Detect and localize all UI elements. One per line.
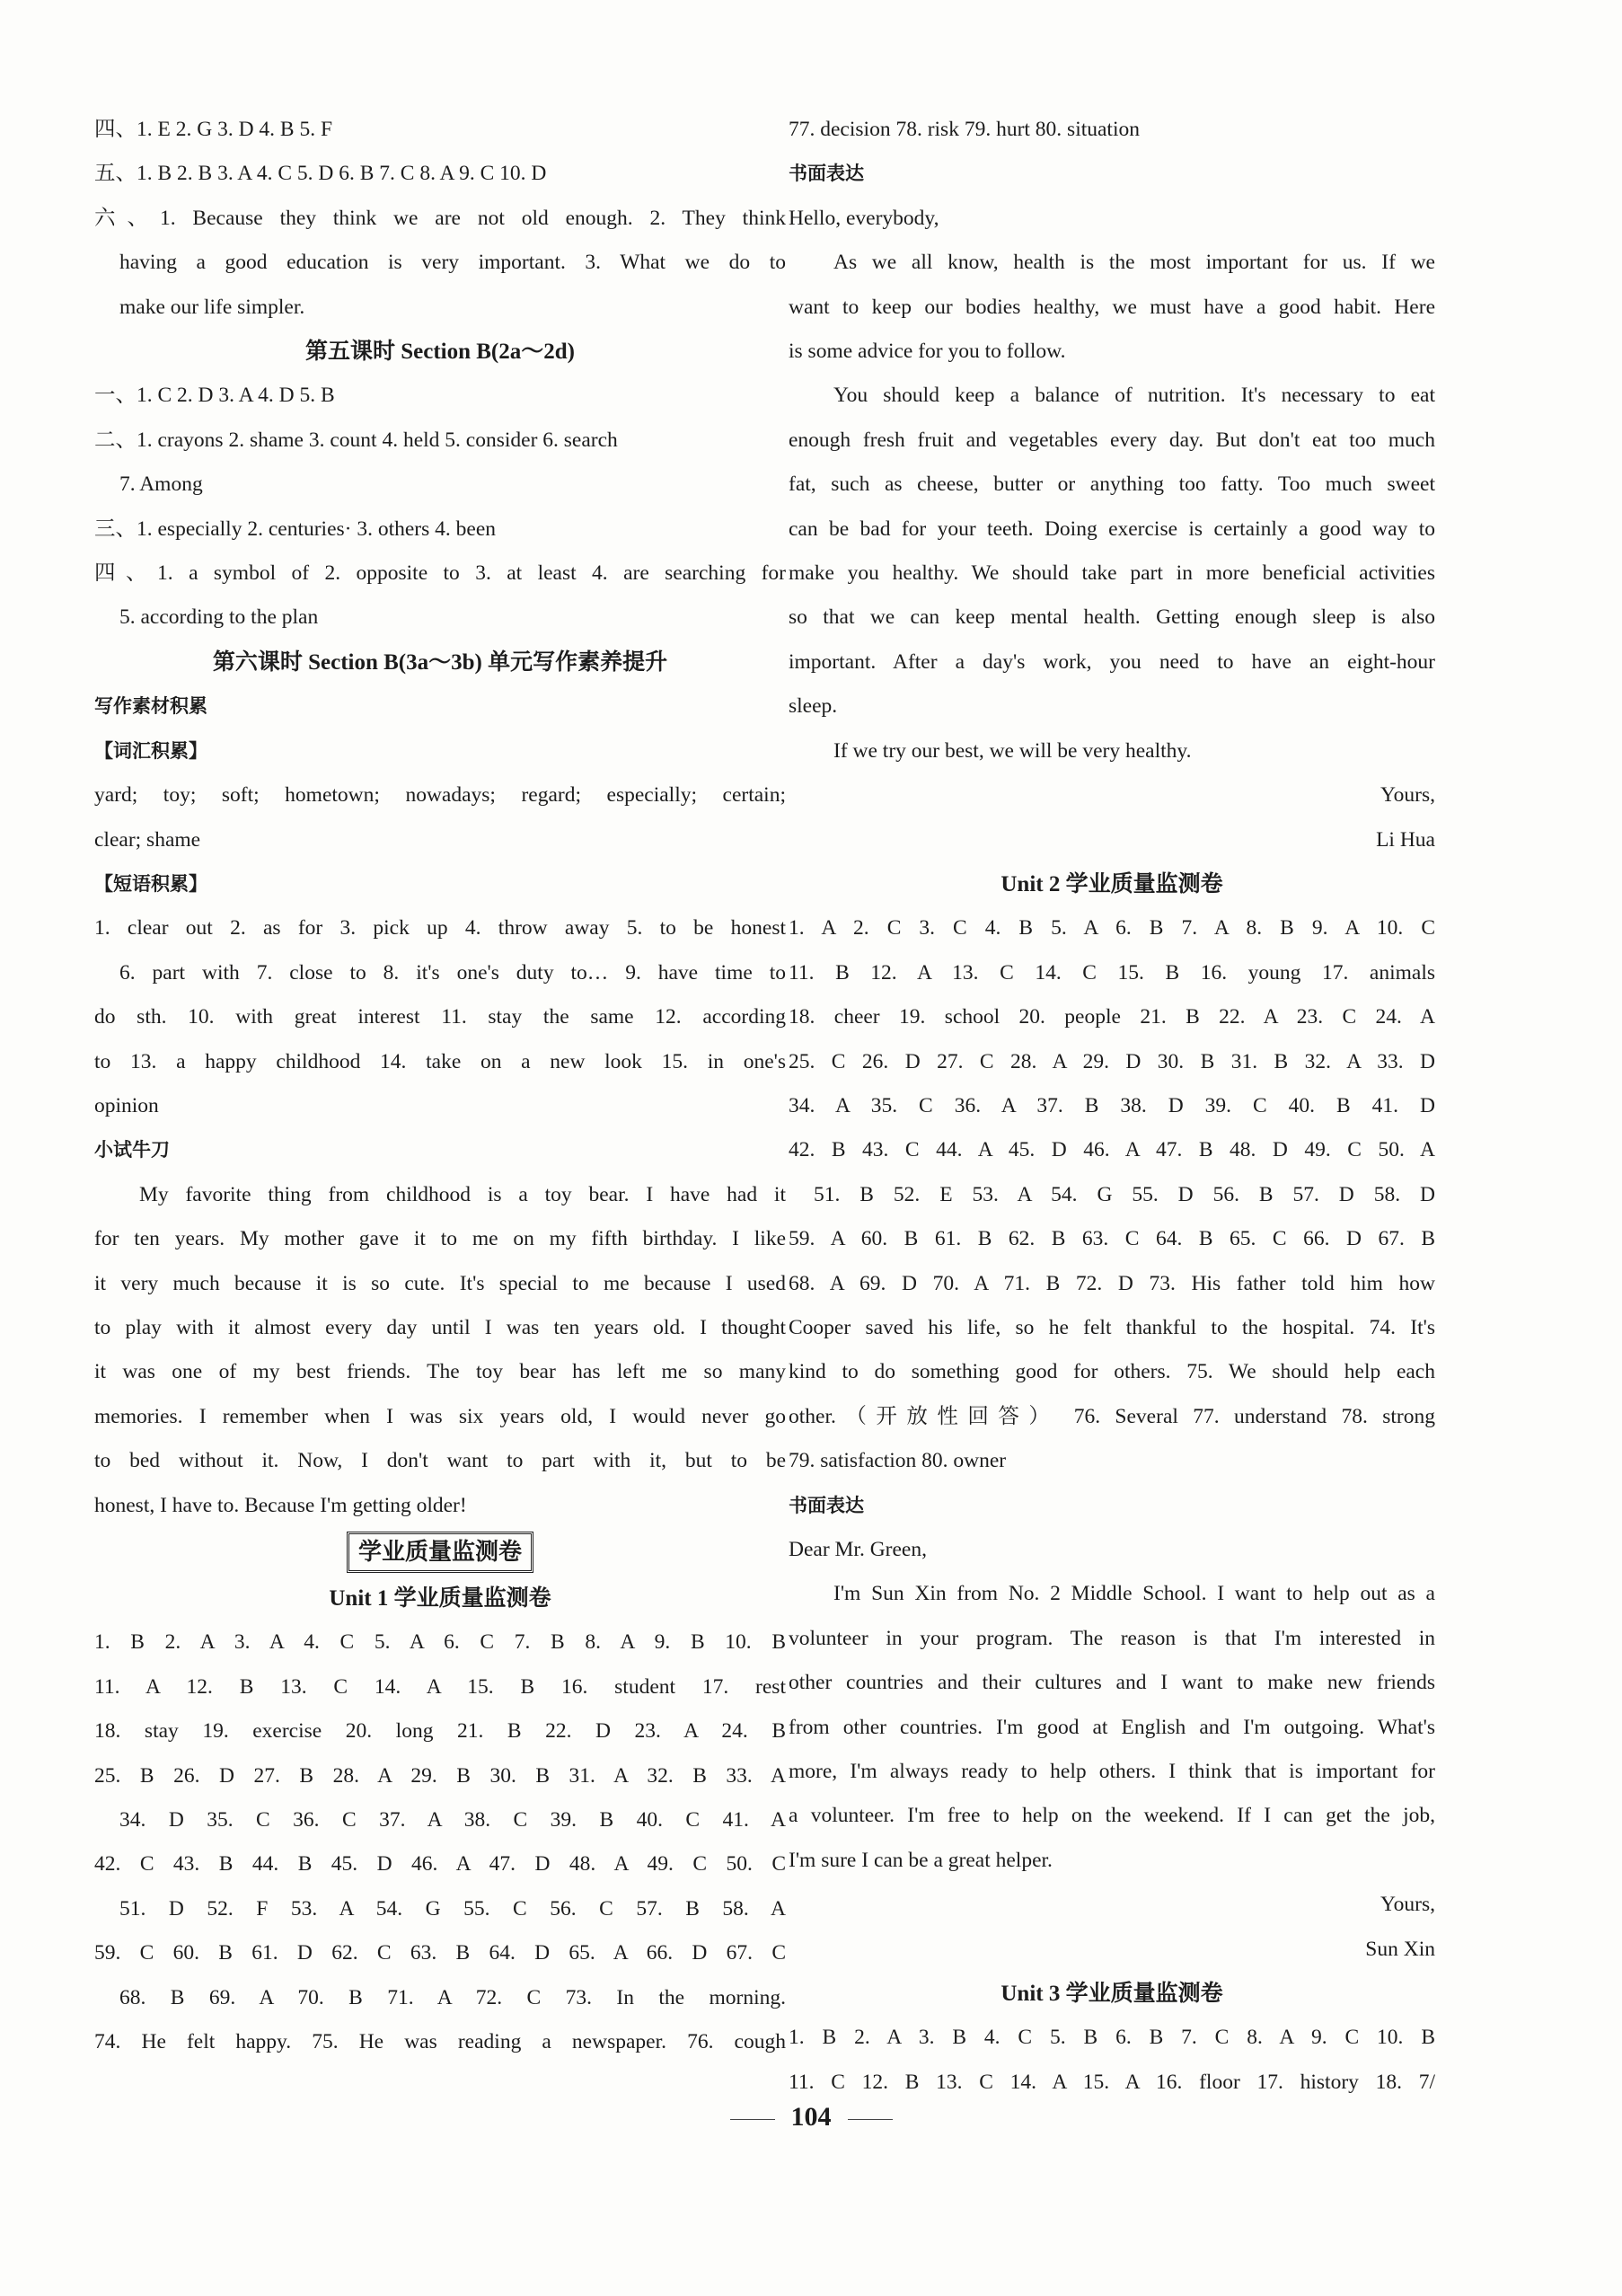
right-column bbox=[789, 108, 1435, 2105]
text-line: 59. C 60. B 61. D 62. C 63. B 64. D 65. A 66. D 67. C bbox=[94, 1941, 786, 1965]
text-line: 18. stay 19. exercise 20. long 21. B 22. D 23. A 24. B bbox=[94, 1719, 786, 1744]
text-line: important. After a day's work, you need to have an eight-hour bbox=[789, 649, 1435, 674]
text-line: 34. A 35. C 36. A 37. B 38. D 39. C 40. B 41. D bbox=[789, 1093, 1435, 1117]
text-line: Cooper saved his life, so he felt thankful to the hospital. 74. It's bbox=[789, 1315, 1435, 1339]
text-line: other countries and their cultures and I want to make new friends bbox=[789, 1671, 1435, 1695]
text-line: make our life simpler. bbox=[119, 295, 305, 319]
text-line: it was one of my best friends. The toy bear has left me so many bbox=[94, 1360, 786, 1384]
text-line: 11. B 12. A 13. C 14. C 15. B 16. young 17. animals bbox=[789, 960, 1435, 985]
signature-line: Li Hua bbox=[1376, 827, 1435, 852]
text-line: volunteer in your program. The reason is that I'm interested in bbox=[789, 1626, 1435, 1650]
text-line: If we try our best, we will be very healthy. bbox=[833, 738, 1192, 763]
text-line: 1. B 2. A 3. A 4. C 5. A 6. C 7. B 8. A 9. B 10. B bbox=[94, 1630, 786, 1655]
text-line: 11. C 12. B 13. C 14. A 15. A 16. floor 17. history 18. 7/ bbox=[789, 2070, 1435, 2094]
text-line: 三、1. especially 2. centuries· 3. others 4. been bbox=[94, 517, 497, 541]
text-line: I'm Sun Xin from No. 2 Middle School. I want to help out as a bbox=[833, 1582, 1435, 1606]
text-line: 5. according to the plan bbox=[119, 605, 319, 630]
page-number: 104 bbox=[0, 2102, 1622, 2133]
text-line: I'm sure I can be a great helper. bbox=[789, 1848, 1053, 1872]
text-line: You should keep a balance of nutrition. It's necessary to eat bbox=[833, 384, 1435, 408]
text-line: fat, such as cheese, butter or anything too fatty. Too much sweet bbox=[789, 472, 1435, 497]
left-column bbox=[94, 108, 786, 2064]
text-line: 1. B 2. A 3. B 4. C 5. B 6. B 7. C 8. A 9. C 10. B bbox=[789, 2026, 1435, 2050]
text-line: having a good education is very important. 3. What we do to bbox=[119, 251, 786, 275]
section-label: 书面表达 bbox=[789, 163, 864, 185]
text-line: 1. A 2. C 3. C 4. B 5. A 6. B 7. A 8. B 9. A 10. C bbox=[789, 916, 1435, 940]
boxed-title bbox=[94, 1528, 786, 1576]
section-label: 【短语积累】 bbox=[94, 872, 207, 895]
text-line: clear; shame bbox=[94, 827, 201, 852]
signature-line: Yours, bbox=[1380, 783, 1435, 808]
text-line: 18. cheer 19. school 20. people 21. B 22. A 23. C 24. A bbox=[789, 1005, 1435, 1029]
text-line: As we all know, health is the most important for us. If we bbox=[833, 251, 1435, 275]
text-line: yard; toy; soft; hometown; nowadays; regard; especially; certain; bbox=[94, 783, 786, 808]
text-line: 二、1. crayons 2. shame 3. count 4. held 5. consider 6. search bbox=[94, 428, 618, 452]
text-line: 51. B 52. E 53. A 54. G 55. D 56. B 57. D 58. D bbox=[814, 1182, 1435, 1206]
text-line: memories. I remember when I was six years old, I would never go bbox=[94, 1404, 786, 1428]
text-line: opinion bbox=[94, 1093, 159, 1117]
text-line: 1. clear out 2. as for 3. pick up 4. throw away 5. to be honest bbox=[94, 916, 786, 940]
text-line: is some advice for you to follow. bbox=[789, 340, 1066, 364]
text-line: sleep. bbox=[789, 694, 838, 719]
text-line: make you healthy. We should take part in more beneficial activities bbox=[789, 561, 1435, 586]
text-line: 34. D 35. C 36. C 37. A 38. C 39. B 40. C 41. A bbox=[119, 1808, 786, 1832]
section-heading: Unit 1 学业质量监测卷 bbox=[329, 1586, 551, 1611]
text-line: 77. decision 78. risk 79. hurt 80. situation bbox=[789, 118, 1140, 141]
signature-line: Sun Xin bbox=[1365, 1937, 1435, 1961]
text-line: 六、1. Because they think we are not old enough. 2. They think bbox=[94, 206, 786, 230]
text-line: 6. part with 7. close to 8. it's one's duty to… 9. have time to bbox=[119, 960, 786, 985]
text-line: 四、1. a symbol of 2. opposite to 3. at least 4. are searching for bbox=[94, 561, 786, 586]
section-label: 小试牛刀 bbox=[94, 1139, 170, 1161]
text-line: 42. B 43. C 44. A 45. D 46. A 47. B 48. D 49. C 50. A bbox=[789, 1138, 1435, 1162]
section-heading: Unit 3 学业质量监测卷 bbox=[1001, 1982, 1223, 2007]
text-line: 59. A 60. B 61. B 62. B 63. C 64. B 65. C 66. D 67. B bbox=[789, 1227, 1435, 1251]
section-label: 书面表达 bbox=[789, 1494, 864, 1516]
text-line: 25. B 26. D 27. B 28. A 29. B 30. B 31. A 32. B 33. A bbox=[94, 1763, 786, 1788]
text-line: 74. He felt happy. 75. He was reading a newspaper. 76. cough bbox=[94, 2030, 786, 2054]
text-line: to bed without it. Now, I don't want to part with it, but to be bbox=[94, 1449, 786, 1473]
text-line: to play with it almost every day until I was ten years old. I thought bbox=[94, 1315, 786, 1339]
section-heading: 第六课时 Section B(3a～3b) 单元写作素养提升 bbox=[212, 649, 668, 675]
text-line: 68. B 69. A 70. B 71. A 72. C 73. In the morning. bbox=[119, 1985, 786, 2009]
boxed-title-text: 学业质量监测卷 bbox=[347, 1532, 533, 1573]
text-line: want to keep our bodies healthy, we must have a good habit. Here bbox=[789, 295, 1435, 319]
section-label: 【词汇积累】 bbox=[94, 739, 207, 762]
text-line: 42. C 43. B 44. B 45. D 46. A 47. D 48. A 49. C 50. C bbox=[94, 1852, 786, 1877]
text-line: more, I'm always ready to help others. I think that is important for bbox=[789, 1760, 1435, 1784]
text-line: from other countries. I'm good at English and I'm outgoing. What's bbox=[789, 1715, 1435, 1739]
section-heading: Unit 2 学业质量监测卷 bbox=[1001, 871, 1223, 896]
text-line: do sth. 10. with great interest 11. stay the same 12. according bbox=[94, 1005, 786, 1029]
text-line: to 13. a happy childhood 14. take on a new look 15. in one's bbox=[94, 1049, 786, 1073]
text-line: Dear Mr. Green, bbox=[789, 1538, 927, 1561]
text-line: 51. D 52. F 53. A 54. G 55. C 56. C 57. B 58. A bbox=[119, 1896, 786, 1921]
text-line: My favorite thing from childhood is a toy bear. I have had it bbox=[139, 1182, 786, 1206]
text-line: a volunteer. I'm free to help on the weekend. If I can get the job, bbox=[789, 1804, 1435, 1828]
text-line: 68. A 69. D 70. A 71. B 72. D 73. His father told him how bbox=[789, 1271, 1435, 1295]
text-line: 25. C 26. D 27. C 28. A 29. D 30. B 31. B 32. A 33. D bbox=[789, 1049, 1435, 1073]
text-line: honest, I have to. Because I'm getting older! bbox=[94, 1493, 467, 1517]
text-line: 11. A 12. B 13. C 14. A 15. B 16. student 17. rest bbox=[94, 1674, 786, 1699]
text-line: Hello, everybody, bbox=[789, 206, 939, 230]
text-line: 五、1. B 2. B 3. A 4. C 5. D 6. B 7. C 8. A 9. C 10. D bbox=[94, 162, 547, 186]
text-line: enough fresh fruit and vegetables every day. But don't eat too much bbox=[789, 428, 1435, 452]
text-line: can be bad for your teeth. Doing exercise is certainly a good way to bbox=[789, 517, 1435, 541]
section-label: 写作素材积累 bbox=[94, 695, 207, 718]
text-line: kind to do something good for others. 75. We should help each bbox=[789, 1360, 1435, 1384]
signature-line: Yours, bbox=[1380, 1893, 1435, 1917]
text-line: 79. satisfaction 80. owner bbox=[789, 1449, 1007, 1473]
text-line: it very much because it is so cute. It's special to me because I used bbox=[94, 1271, 786, 1295]
text-line: other.（开放性回答） 76. Several 77. understand 78. strong bbox=[789, 1404, 1435, 1428]
text-line: 7. Among bbox=[119, 472, 203, 497]
text-line: 四、1. E 2. G 3. D 4. B 5. F bbox=[94, 118, 333, 141]
section-heading: 第五课时 Section B(2a～2d) bbox=[304, 340, 575, 365]
text-line: for ten years. My mother gave it to me on my fifth birthday. I like bbox=[94, 1227, 786, 1251]
text-line: so that we can keep mental health. Getting enough sleep is also bbox=[789, 605, 1435, 630]
text-line: 一、1. C 2. D 3. A 4. D 5. B bbox=[94, 384, 335, 408]
